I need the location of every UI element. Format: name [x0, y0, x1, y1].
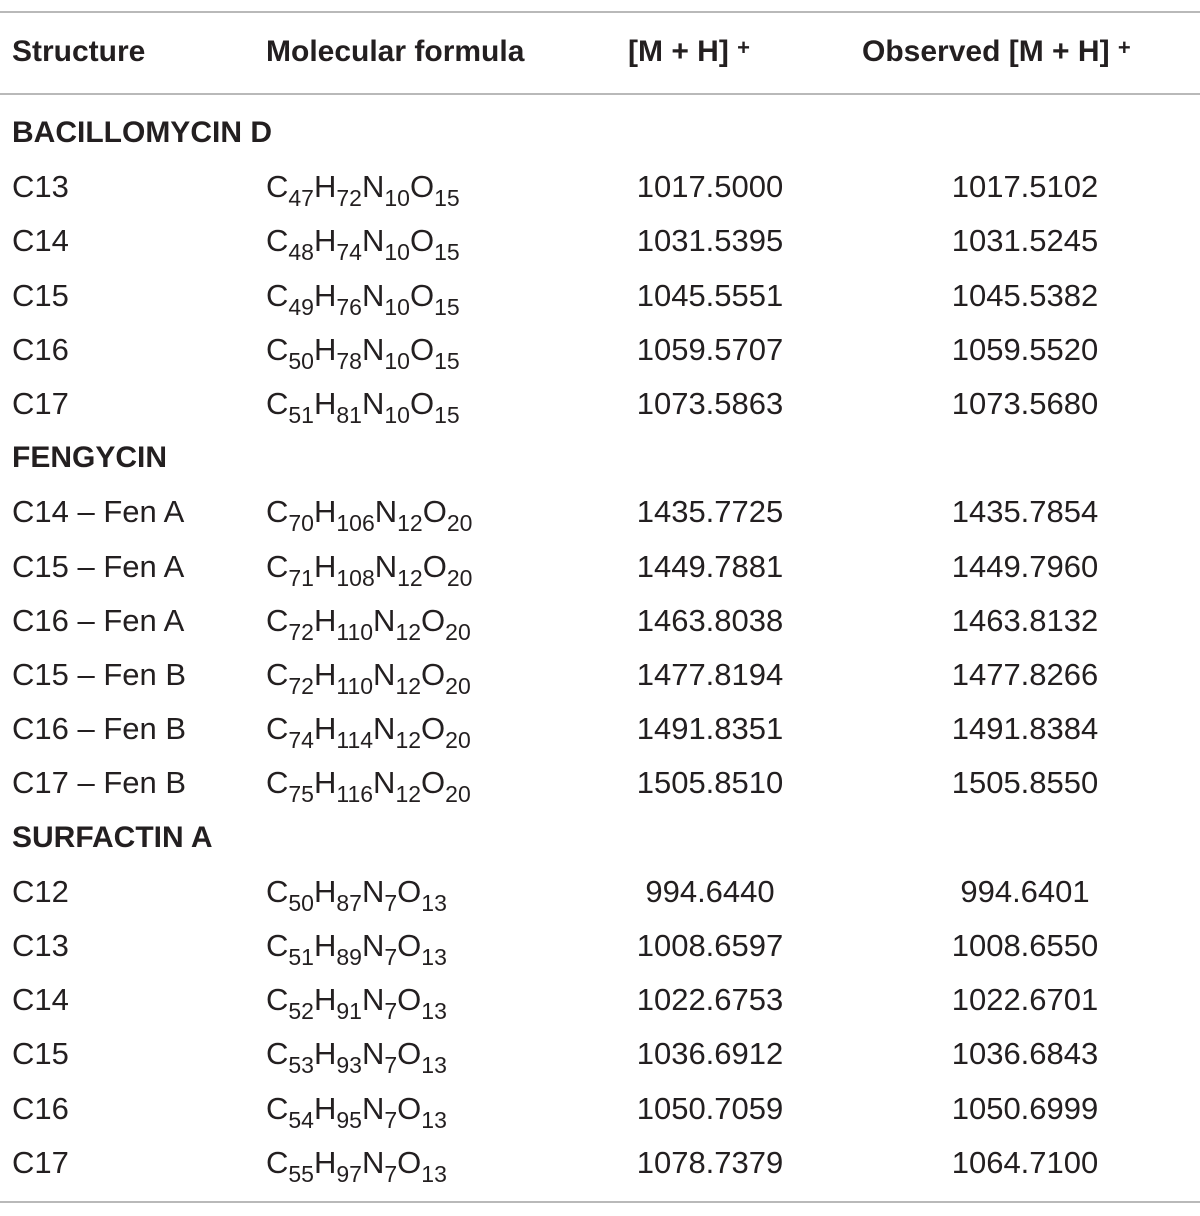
formula-element: H	[313, 874, 337, 909]
formula-element: H	[313, 223, 337, 258]
formula-count: 13	[421, 998, 447, 1024]
formula-element: N	[361, 278, 385, 313]
formula-count: 87	[336, 890, 362, 916]
formula-count: 7	[384, 998, 398, 1024]
section-title: BACILLOMYCIN D	[12, 116, 272, 149]
formula-count: 74	[336, 239, 362, 265]
formula-element: H	[313, 1145, 337, 1180]
formula-element: N	[361, 169, 385, 204]
formula-element: N	[361, 1145, 385, 1180]
formula-count: 10	[384, 294, 410, 320]
formula-count: 108	[336, 565, 375, 591]
table-row	[0, 269, 1200, 323]
mh-value-cell: 1050.7059	[636, 1091, 784, 1126]
formula-count: 55	[288, 1161, 314, 1187]
observed-mh-value-cell: 1050.6999	[951, 1091, 1099, 1126]
section-row	[0, 106, 1200, 160]
table-row	[0, 919, 1200, 973]
observed-mh-value-cell: 1036.6843	[951, 1036, 1099, 1071]
section-row	[0, 811, 1200, 865]
formula-count: 15	[434, 239, 460, 265]
table-row	[0, 1136, 1200, 1190]
formula-element: O	[409, 278, 435, 313]
formula-count: 10	[384, 185, 410, 211]
structure-cell: C17 – Fen B	[12, 765, 187, 800]
observed-mh-value-cell: 1505.8550	[951, 765, 1099, 800]
formula-count: 72	[288, 673, 314, 699]
formula-element: O	[422, 494, 447, 529]
formula-count: 10	[384, 402, 410, 428]
formula-count: 10	[384, 239, 410, 265]
formula-element: H	[313, 386, 337, 421]
molecular-formula-cell	[266, 214, 460, 270]
formula-element: H	[313, 657, 337, 692]
structure-cell: C15 – Fen A	[12, 549, 185, 584]
formula-element: N	[361, 1091, 385, 1126]
table-row	[0, 323, 1200, 377]
formula-element: C	[266, 874, 289, 909]
formula-count: 95	[336, 1107, 362, 1133]
molecular-formula-cell	[266, 269, 460, 325]
observed-mh-value-cell: 1059.5520	[951, 332, 1099, 367]
structure-cell: C16 – Fen A	[12, 603, 185, 638]
formula-count: 7	[384, 890, 398, 916]
formula-count: 110	[336, 673, 374, 699]
structure-cell: C17	[12, 1145, 69, 1180]
molecular-formula-cell	[266, 756, 471, 812]
table-row	[0, 594, 1200, 648]
structure-cell: C14 – Fen A	[12, 494, 185, 529]
observed-mh-value-cell: 1477.8266	[951, 657, 1099, 692]
structure-cell: C14	[12, 223, 69, 258]
formula-element: H	[313, 928, 337, 963]
formula-count: 15	[434, 185, 460, 211]
formula-count: 106	[336, 510, 375, 536]
header-structure: Structure	[12, 35, 146, 68]
formula-count: 89	[336, 944, 362, 970]
formula-element: C	[266, 1036, 289, 1071]
observed-mh-value-cell: 1449.7960	[951, 549, 1099, 584]
section-title: SURFACTIN A	[12, 821, 213, 854]
observed-mh-value-cell: 1008.6550	[951, 928, 1099, 963]
formula-count: 114	[336, 727, 374, 753]
molecular-formula-cell	[266, 865, 447, 921]
observed-mh-value-cell: 994.6401	[960, 874, 1090, 909]
formula-count: 97	[336, 1161, 362, 1187]
formula-element: C	[266, 494, 289, 529]
mh-value-cell: 1073.5863	[636, 386, 784, 421]
formula-count: 54	[288, 1107, 314, 1133]
structure-cell: C12	[12, 874, 69, 909]
structure-cell: C14	[12, 982, 69, 1017]
mh-value-cell: 1505.8510	[636, 765, 784, 800]
formula-element: C	[266, 386, 289, 421]
mh-value-cell: 1017.5000	[636, 169, 784, 204]
molecular-formula-cell	[266, 594, 471, 650]
formula-count: 47	[288, 185, 314, 211]
formula-element: O	[409, 332, 435, 367]
formula-element: O	[421, 711, 446, 746]
structure-cell: C13	[12, 169, 69, 204]
observed-mh-value-cell: 1463.8132	[951, 603, 1099, 638]
structure-cell: C13	[12, 928, 69, 963]
formula-element: N	[373, 765, 396, 800]
header-observed-sup: +	[1117, 35, 1131, 60]
formula-count: 78	[336, 348, 362, 374]
header-row	[0, 25, 1200, 79]
mh-value-cell: 1036.6912	[636, 1036, 784, 1071]
formula-element: H	[313, 765, 337, 800]
formula-element: N	[374, 549, 398, 584]
formula-element: N	[361, 928, 385, 963]
formula-count: 10	[384, 348, 410, 374]
formula-element: N	[373, 657, 396, 692]
formula-count: 12	[395, 781, 422, 807]
formula-element: C	[266, 765, 289, 800]
formula-element: C	[266, 982, 289, 1017]
formula-count: 75	[288, 781, 314, 807]
table-row	[0, 485, 1200, 539]
formula-count: 81	[336, 402, 362, 428]
observed-mh-value-cell: 1491.8384	[951, 711, 1099, 746]
formula-count: 13	[421, 944, 447, 970]
formula-element: O	[397, 982, 422, 1017]
formula-element: O	[409, 223, 435, 258]
formula-element: C	[266, 657, 289, 692]
formula-count: 13	[421, 1107, 447, 1133]
formula-count: 7	[384, 944, 398, 970]
formula-element: C	[266, 1145, 289, 1180]
observed-mh-value-cell: 1022.6701	[951, 982, 1099, 1017]
formula-element: O	[409, 386, 435, 421]
table-row	[0, 214, 1200, 268]
formula-count: 15	[434, 348, 460, 374]
formula-element: N	[373, 711, 396, 746]
formula-element: N	[361, 874, 385, 909]
formula-count: 15	[434, 294, 460, 320]
table-row	[0, 1027, 1200, 1081]
formula-element: O	[421, 603, 446, 638]
molecular-formula-cell	[266, 1082, 447, 1138]
table-row	[0, 1082, 1200, 1136]
mh-value-cell: 1008.6597	[636, 928, 784, 963]
formula-count: 12	[395, 727, 422, 753]
structure-cell: C17	[12, 386, 69, 421]
formula-count: 72	[288, 619, 314, 645]
formula-count: 74	[288, 727, 314, 753]
formula-element: O	[409, 169, 435, 204]
observed-mh-value-cell: 1045.5382	[951, 278, 1099, 313]
molecular-formula-cell	[266, 160, 460, 216]
formula-element: C	[266, 223, 289, 258]
formula-element: O	[397, 874, 422, 909]
header-mh-sup: +	[737, 35, 751, 60]
formula-element: H	[313, 1091, 337, 1126]
molecular-formula-cell	[266, 377, 460, 433]
formula-count: 15	[434, 402, 460, 428]
structure-cell: C15 – Fen B	[12, 657, 187, 692]
formula-count: 52	[288, 998, 314, 1024]
molecular-formula-cell	[266, 919, 447, 975]
formula-element: C	[266, 603, 289, 638]
structure-cell: C15	[12, 1036, 69, 1071]
header-mh	[628, 25, 750, 81]
formula-count: 50	[288, 890, 314, 916]
mh-value-cell: 994.6440	[645, 874, 775, 909]
formula-count: 20	[445, 619, 471, 645]
formula-element: C	[266, 549, 289, 584]
formula-element: N	[361, 982, 385, 1017]
observed-mh-value-cell: 1435.7854	[951, 494, 1099, 529]
mh-value-cell: 1435.7725	[636, 494, 784, 529]
formula-count: 50	[288, 348, 314, 374]
formula-count: 91	[336, 998, 362, 1024]
molecular-formula-cell	[266, 323, 460, 379]
observed-mh-value-cell: 1064.7100	[951, 1145, 1099, 1180]
formula-element: O	[397, 1036, 422, 1071]
formula-count: 7	[384, 1107, 398, 1133]
table-row	[0, 160, 1200, 214]
formula-count: 51	[288, 402, 314, 428]
structure-cell: C16	[12, 332, 69, 367]
table-row	[0, 973, 1200, 1027]
formula-element: H	[313, 982, 337, 1017]
formula-element: C	[266, 278, 289, 313]
formula-element: N	[361, 223, 385, 258]
formula-count: 12	[397, 510, 423, 536]
header-rule	[0, 93, 1200, 95]
formula-element: H	[313, 169, 337, 204]
table-row	[0, 377, 1200, 431]
formula-element: H	[313, 603, 337, 638]
formula-element: O	[422, 549, 447, 584]
molecular-formula-cell	[266, 485, 472, 541]
mh-value-cell: 1449.7881	[636, 549, 784, 584]
structure-cell: C16	[12, 1091, 69, 1126]
header-observed-mh	[862, 25, 1131, 81]
formula-count: 70	[288, 510, 314, 536]
formula-count: 7	[384, 1161, 398, 1187]
formula-count: 12	[397, 565, 423, 591]
formula-element: N	[374, 494, 398, 529]
formula-count: 72	[336, 185, 362, 211]
formula-element: O	[421, 765, 446, 800]
formula-element: O	[421, 657, 446, 692]
observed-mh-value-cell: 1031.5245	[951, 223, 1099, 258]
mh-value-cell: 1078.7379	[636, 1145, 784, 1180]
formula-element: N	[373, 603, 396, 638]
table-row	[0, 648, 1200, 702]
section-row	[0, 431, 1200, 485]
formula-element: H	[313, 711, 337, 746]
structure-cell: C16 – Fen B	[12, 711, 187, 746]
formula-count: 12	[395, 619, 422, 645]
formula-count: 116	[336, 781, 374, 807]
mh-value-cell: 1031.5395	[636, 223, 784, 258]
header-observed-text: Observed [M + H]	[862, 35, 1110, 68]
mh-value-cell: 1022.6753	[636, 982, 784, 1017]
molecular-formula-cell	[266, 1027, 447, 1083]
formula-element: O	[397, 1091, 422, 1126]
molecular-formula-cell	[266, 702, 471, 758]
formula-count: 20	[446, 510, 473, 536]
observed-mh-value-cell: 1017.5102	[951, 169, 1099, 204]
formula-count: 51	[288, 944, 314, 970]
formula-element: C	[266, 332, 289, 367]
formula-count: 76	[336, 294, 362, 320]
formula-count: 20	[445, 781, 471, 807]
formula-element: N	[361, 1036, 385, 1071]
formula-element: H	[313, 278, 337, 313]
formula-element: O	[397, 1145, 422, 1180]
formula-count: 7	[384, 1052, 398, 1078]
formula-element: C	[266, 1091, 289, 1126]
table-row	[0, 702, 1200, 756]
formula-count: 12	[395, 673, 422, 699]
mh-value-cell: 1463.8038	[636, 603, 784, 638]
observed-mh-value-cell: 1073.5680	[951, 386, 1099, 421]
molecular-formula-cell	[266, 1136, 447, 1192]
formula-count: 20	[445, 727, 471, 753]
formula-element: H	[313, 1036, 337, 1071]
molecular-formula-cell	[266, 540, 472, 596]
molecular-formula-cell	[266, 973, 447, 1029]
formula-count: 13	[421, 1161, 447, 1187]
formula-element: H	[313, 332, 337, 367]
formula-element: N	[361, 332, 385, 367]
bottom-rule	[0, 1201, 1200, 1203]
table-row	[0, 540, 1200, 594]
formula-element: H	[313, 494, 337, 529]
section-title: FENGYCIN	[12, 441, 168, 474]
formula-count: 110	[336, 619, 374, 645]
formula-element: C	[266, 928, 289, 963]
formula-count: 93	[336, 1052, 362, 1078]
formula-count: 13	[421, 890, 447, 916]
structure-cell: C15	[12, 278, 69, 313]
formula-count: 49	[288, 294, 314, 320]
header-molecular-formula: Molecular formula	[266, 35, 525, 68]
formula-count: 48	[288, 239, 314, 265]
formula-element: N	[361, 386, 385, 421]
top-rule	[0, 11, 1200, 13]
mh-value-cell: 1491.8351	[636, 711, 784, 746]
mh-value-cell: 1059.5707	[636, 332, 784, 367]
formula-element: O	[397, 928, 422, 963]
formula-count: 20	[445, 673, 471, 699]
molecular-formula-cell	[266, 648, 471, 704]
formula-count: 13	[421, 1052, 447, 1078]
header-mh-text: [M + H]	[628, 35, 729, 68]
formula-element: H	[313, 549, 337, 584]
table-row	[0, 756, 1200, 810]
mh-value-cell: 1045.5551	[636, 278, 784, 313]
table-row	[0, 865, 1200, 919]
formula-count: 53	[288, 1052, 314, 1078]
mh-value-cell: 1477.8194	[636, 657, 784, 692]
formula-element: C	[266, 711, 289, 746]
formula-count: 20	[446, 565, 473, 591]
formula-count: 71	[288, 565, 314, 591]
formula-element: C	[266, 169, 289, 204]
